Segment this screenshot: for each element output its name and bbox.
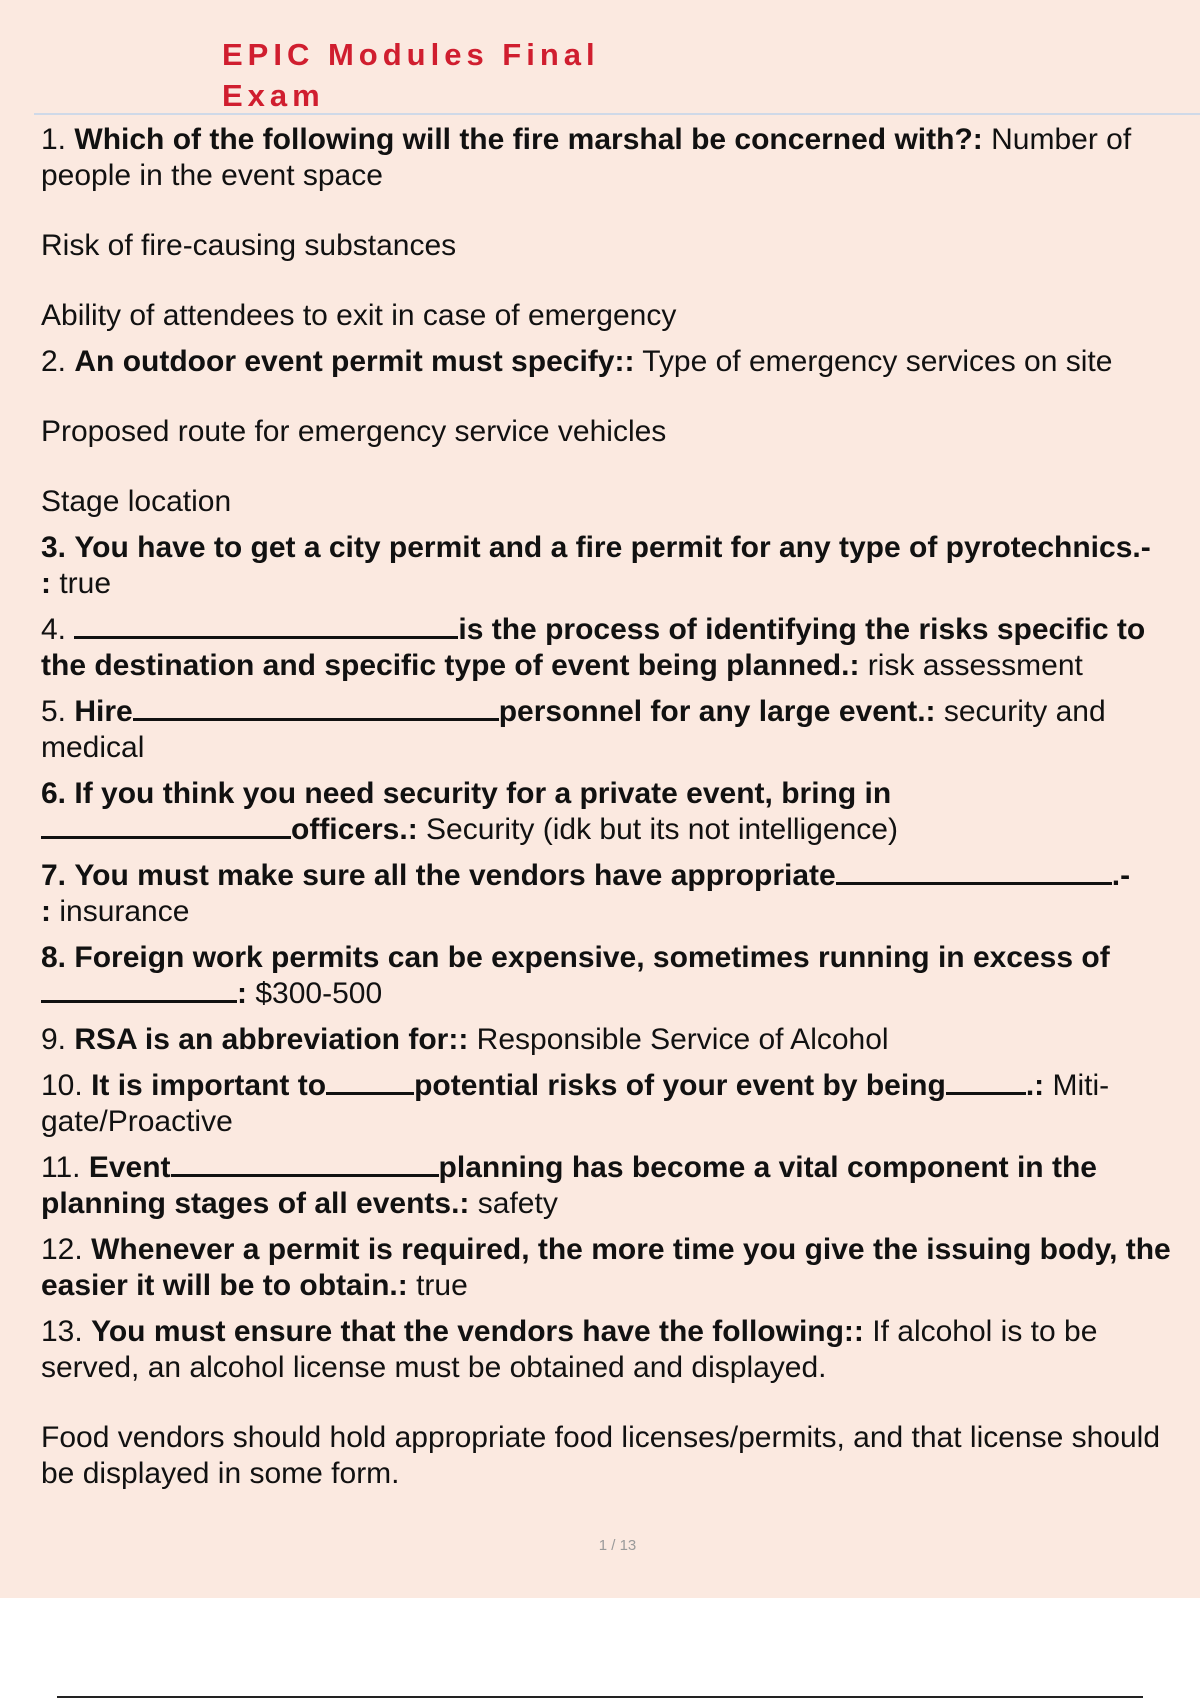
fill-in-blank <box>326 1068 414 1095</box>
fill-in-blank <box>133 694 499 721</box>
question-12-answer: true <box>416 1269 468 1302</box>
question-10-stem: .: <box>1025 1069 1045 1102</box>
question-13: 13. You must ensure that the vendors have the following:: If alcohol is to be served, an alcohol license must be obtained and displayed. <box>41 1315 1098 1384</box>
question-3: 3. You have to get a city permit and a fire permit for any type of pyrotechnics.- : true <box>41 531 1151 600</box>
fill-in-blank <box>41 812 291 839</box>
title-divider <box>34 113 1200 115</box>
question-9-stem: RSA is an abbreviation for:: <box>74 1023 469 1056</box>
fill-in-blank <box>946 1068 1026 1095</box>
question-11-stem: planning has become a vital component in the planning stages of all events.: <box>41 1151 1097 1220</box>
question-8-stem: : <box>237 977 247 1010</box>
question-2: 2. An outdoor event permit must specify:: Type of emergency services on site <box>41 345 1113 378</box>
question-9: 9. RSA is an abbreviation for:: Responsible Service of Alcohol <box>41 1023 889 1056</box>
question-11: 11. Event planning has become a vital component in the planning stages of all events.: safety <box>41 1151 1097 1220</box>
question-2-stem: An outdoor event permit must specify:: <box>74 345 635 378</box>
question-2-answer: Type of emergency services on site <box>642 345 1113 378</box>
question-3-stem: You have to get a city permit and a fire permit for any type of pyrotechnics.- <box>74 531 1151 564</box>
question-12-stem: Whenever a permit is required, the more time you give the issuing body, the easier it will be to obtain.: <box>41 1233 1171 1302</box>
page-indicator: 1 / 13 <box>598 1537 637 1554</box>
question-11-answer: safety <box>477 1187 558 1220</box>
question-8-answer: $300-500 <box>255 977 383 1010</box>
question-1-answer-2: Risk of fire-causing substances <box>41 229 457 262</box>
fill-in-blank <box>171 1150 439 1177</box>
fill-in-blank <box>836 858 1112 885</box>
question-13-answer: If alcohol is to be served, an alcohol license must be obtained and displayed. <box>41 1315 1098 1384</box>
title-line-2: Exam <box>222 78 325 113</box>
question-13-stem: You must ensure that the vendors have the following:: <box>91 1315 864 1348</box>
question-1-stem: Which of the following will the fire marshal be concerned with?: <box>74 123 983 156</box>
question-1-answer: Number of people in the event space <box>41 123 1132 192</box>
question-12: 12. Whenever a permit is required, the more time you give the issuing body, the easier it will be to obtain.: true <box>41 1233 1171 1302</box>
fill-in-blank <box>74 612 458 639</box>
question-6: 6. If you think you need security for a private event, bring in officers.: Security (idk but its not intelligence) <box>41 777 898 846</box>
question-10-answer: Miti-gate/Proactive <box>41 1069 1110 1138</box>
question-5-stem: personnel for any large event.: <box>498 695 936 728</box>
question-7-answer: insurance <box>59 895 190 928</box>
question-1: 1. Which of the following will the fire marshal be concerned with?: Number of people in the event space <box>41 123 1132 192</box>
question-2-answer-3: Stage location <box>41 485 232 518</box>
question-4-stem: is the process of identifying the risks specific to the destination and specific type of event being planned.: <box>41 613 1146 682</box>
question-13-answer-2: Food vendors should hold appropriate food licenses/permits, and that license should be displayed in some form. <box>41 1421 1161 1490</box>
next-page-divider <box>57 1696 1143 1698</box>
question-5-answer: security and medical <box>41 695 1106 764</box>
document-title <box>222 34 662 116</box>
title-line-1: EPIC Modules Final <box>222 37 600 72</box>
question-3-answer: true <box>59 567 112 600</box>
question-1-answer-3: Ability of attendees to exit in case of emergency <box>41 299 677 332</box>
question-list <box>41 122 1191 1492</box>
question-4: 4. is the process of identifying the risks specific to the destination and specific type of event being planned.: risk assessment <box>41 613 1146 682</box>
question-6-stem: officers.: <box>291 813 418 846</box>
question-6-answer: Security (idk but its not intelligence) <box>426 813 898 846</box>
question-7: 7. You must make sure all the vendors have appropriate .- : insurance <box>41 859 1131 928</box>
fill-in-blank <box>41 976 237 1003</box>
question-8: 8. Foreign work permits can be expensive, sometimes running in excess of : $300-500 <box>41 941 1110 1010</box>
question-7-stem: .- <box>1111 859 1131 892</box>
question-2-answer-2: Proposed route for emergency service vehicles <box>41 415 667 448</box>
question-4-answer: risk assessment <box>867 649 1083 682</box>
question-10: 10. It is important to potential risks of your event by being .: Miti-gate/Proactive <box>41 1069 1110 1138</box>
question-9-answer: Responsible Service of Alcohol <box>476 1023 889 1056</box>
question-5: 5. Hire personnel for any large event.: security and medical <box>41 695 1106 764</box>
